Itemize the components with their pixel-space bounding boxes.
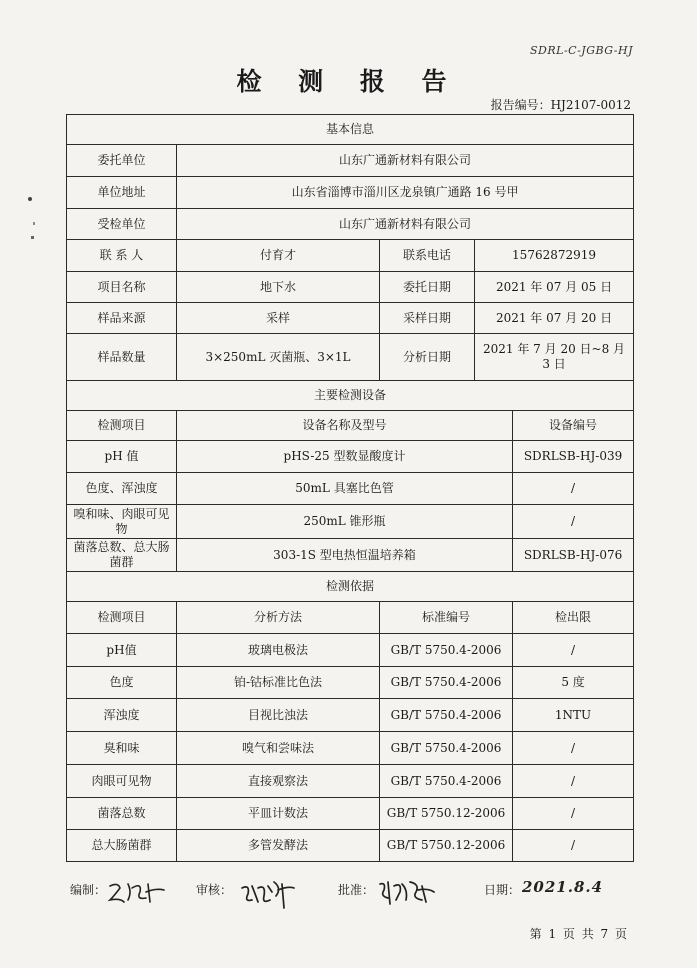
project-label: 项目名称 [67,272,177,303]
inspected-unit-label: 受检单位 [67,209,177,240]
contact-value: 付育才 [177,240,380,272]
basis-limit: / [513,634,634,667]
project-value: 地下水 [177,272,380,303]
basis-standard: GB/T 5750.4-2006 [380,732,513,765]
basis-standard: GB/T 5750.12-2006 [380,830,513,862]
document-code: SDRL-C-JGBG-HJ [530,44,633,57]
equipment-name: 250mL 锥形瓶 [177,505,513,539]
analysis-date-label: 分析日期 [380,334,475,381]
client-label: 委托单位 [67,145,177,177]
sampling-date-value: 2021 年 07 月 20 日 [475,303,634,334]
address-label: 单位地址 [67,177,177,209]
basis-method: 嗅气和尝味法 [177,732,380,765]
basis-limit: / [513,765,634,798]
sample-quantity-label: 样品数量 [67,334,177,381]
approver-label: 批准： [338,883,375,897]
basis-standard: GB/T 5750.4-2006 [380,765,513,798]
basis-item: 总大肠菌群 [67,830,177,862]
basis-item: 色度 [67,667,177,699]
approver-signature [376,878,438,908]
basis-method: 铂-钴标准比色法 [177,667,380,699]
basis-limit: 5 度 [513,667,634,699]
equipment-item: 菌落总数、总大肠菌群 [67,539,177,572]
report-title: 检 测 报 告 [236,67,461,96]
sample-source-value: 采样 [177,303,380,334]
basis-method: 平皿计数法 [177,798,380,830]
signature-row [70,878,630,912]
basis-limit: / [513,798,634,830]
basis-standard: GB/T 5750.12-2006 [380,798,513,830]
commission-date-label: 委托日期 [380,272,475,303]
equipment-id: / [513,473,634,505]
equipment-id: SDRLSB-HJ-076 [513,539,634,572]
basis-method: 玻璃电极法 [177,634,380,667]
contact-label: 联 系 人 [67,240,177,272]
basis-standard: GB/T 5750.4-2006 [380,667,513,699]
equipment-name: pHS-25 型数显酸度计 [177,441,513,473]
equipment-header: 设备编号 [513,411,634,441]
section-equipment: 主要检测设备 [67,381,634,411]
section-basic-info: 基本信息 [67,115,634,145]
reviewer-label: 审核： [196,883,233,897]
equipment-header: 设备名称及型号 [177,411,513,441]
equipment-id: SDRLSB-HJ-039 [513,441,634,473]
scan-mark [31,236,34,239]
basis-header: 检出限 [513,602,634,634]
sample-source-label: 样品来源 [67,303,177,334]
basis-method: 目视比浊法 [177,699,380,732]
basis-limit: / [513,732,634,765]
section-test-basis: 检测依据 [67,572,634,602]
basis-item: 臭和味 [67,732,177,765]
basis-item: pH值 [67,634,177,667]
sampling-date-label: 采样日期 [380,303,475,334]
basis-limit: / [513,830,634,862]
editor-signature [106,878,168,908]
analysis-date-value: 2021 年 7 月 20 日~8 月 3 日 [475,334,634,381]
basis-header: 标准编号 [380,602,513,634]
scan-mark [33,222,35,225]
equipment-item: 色度、浑浊度 [67,473,177,505]
date-label: 日期： [484,883,521,897]
basis-limit: 1NTU [513,699,634,732]
basis-standard: GB/T 5750.4-2006 [380,634,513,667]
phone-value: 15762872919 [475,240,634,272]
basis-item: 肉眼可见物 [67,765,177,798]
basis-header: 检测项目 [67,602,177,634]
page-number: 第 1 页 共 7 页 [529,927,627,941]
basis-item: 菌落总数 [67,798,177,830]
basis-header: 分析方法 [177,602,380,634]
inspected-unit-value: 山东广通新材料有限公司 [177,209,634,240]
basis-method: 多管发酵法 [177,830,380,862]
equipment-id: / [513,505,634,539]
client-value: 山东广通新材料有限公司 [177,145,634,177]
equipment-item: pH 值 [67,441,177,473]
equipment-item: 嗅和味、肉眼可见物 [67,505,177,539]
equipment-name: 50mL 具塞比色管 [177,473,513,505]
report-table [66,114,634,862]
basis-method: 直接观察法 [177,765,380,798]
phone-label: 联系电话 [380,240,475,272]
basis-item: 浑浊度 [67,699,177,732]
equipment-name: 303-1S 型电热恒温培养箱 [177,539,513,572]
scan-mark [28,197,32,201]
sample-quantity-value: 3×250mL 灭菌瓶、3×1L [177,334,380,381]
editor-label: 编制： [70,883,107,897]
report-number: 报告编号：HJ2107-0012 [490,98,631,112]
signature-date: 2021.8.4 [522,878,604,896]
address-value: 山东省淄博市淄川区龙泉镇广通路 16 号甲 [177,177,634,209]
equipment-header: 检测项目 [67,411,177,441]
basis-standard: GB/T 5750.4-2006 [380,699,513,732]
commission-date-value: 2021 年 07 月 05 日 [475,272,634,303]
reviewer-signature [238,878,300,910]
